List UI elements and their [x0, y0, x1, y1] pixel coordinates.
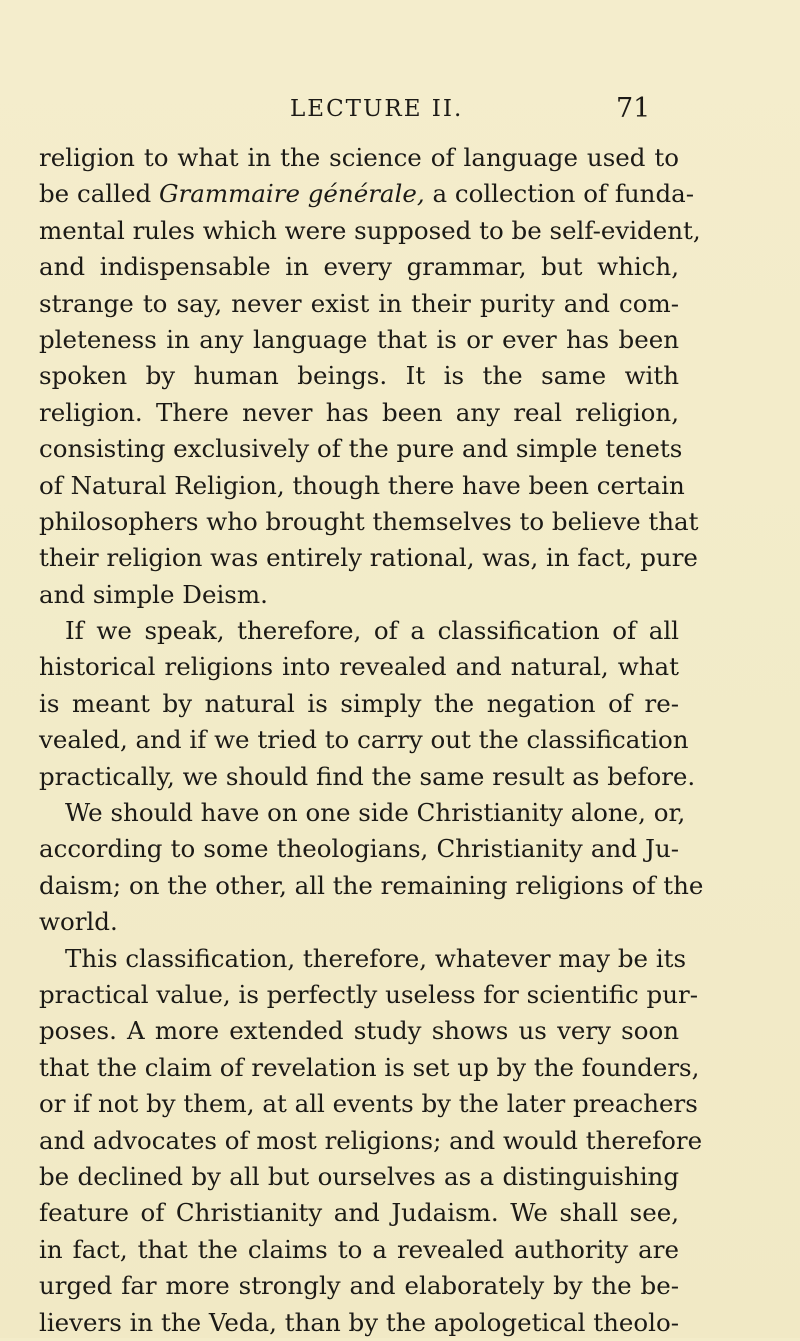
- text-line: This classification, therefore, whatever may be its: [65, 943, 687, 973]
- text-line: historical religions into revealed and natural, what: [39, 652, 679, 682]
- text-line: be declined by all but ourselves as a distinguishing: [39, 1161, 679, 1191]
- text-line: practical value, is perfectly useless for scientific pur-: [39, 979, 699, 1009]
- text-line: in fact, that the claims to a revealed authority are: [39, 1234, 679, 1264]
- italic-term: Grammaire générale,: [158, 179, 425, 209]
- text-line: and simple Deism.: [39, 579, 268, 609]
- text-line: We should have on one side Christianity alone, or,: [65, 798, 686, 828]
- text-line: world.: [39, 907, 118, 937]
- text-line: lievers in the Veda, than by the apologetical theolo-: [39, 1307, 679, 1337]
- page-number: 71: [616, 93, 651, 124]
- text-line: and indispensable in every grammar, but which,: [39, 252, 679, 282]
- text-line: consisting exclusively of the pure and simple tenets: [39, 434, 683, 464]
- text-line: practically, we should find the same result as before.: [39, 761, 696, 791]
- text-line: urged far more strongly and elaborately by the be-: [39, 1271, 679, 1301]
- text-line: of Natural Religion, though there have been certain: [39, 470, 685, 500]
- text-line: and advocates of most religions; and would therefore: [39, 1125, 703, 1155]
- text-line: religion to what in the science of language used to: [39, 143, 679, 172]
- body-text: [39, 140, 704, 1341]
- text-line: religion. There never has been any real religion,: [39, 397, 679, 427]
- text-line: mental rules which were supposed to be self-evident,: [39, 215, 701, 245]
- text-line: spoken by human beings. It is the same with: [39, 361, 679, 391]
- text-line: that the claim of revelation is set up by the founders,: [39, 1052, 700, 1082]
- text-line: poses. A more extended study shows us very soon: [39, 1016, 679, 1046]
- running-head: LECTURE II.: [290, 96, 464, 122]
- text-line: philosophers who brought themselves to believe that: [39, 506, 699, 536]
- text-fragment: a collection of funda-: [432, 179, 695, 209]
- text-line: their religion was entirely rational, was, in fact, pure: [39, 543, 698, 573]
- text-line: If we speak, therefore, of a classification of all: [65, 616, 679, 646]
- text-fragment: be called: [39, 179, 152, 209]
- text-line: vealed, and if we tried to carry out the classification: [39, 725, 689, 755]
- text-line: feature of Christianity and Judaism. We shall see,: [39, 1198, 679, 1228]
- text-line: is meant by natural is simply the negation of re-: [39, 688, 679, 718]
- text-line: [39, 176, 695, 212]
- page-header: [0, 92, 800, 126]
- text-line: daism; on the other, all the remaining religions of the: [39, 870, 704, 900]
- text-line: pleteness in any language that is or ever has been: [39, 324, 679, 354]
- text-line: according to some theologians, Christianity and Ju-: [39, 834, 679, 864]
- text-line: strange to say, never exist in their purity and com-: [39, 288, 679, 318]
- text-line: or if not by them, at all events by the later preachers: [39, 1089, 698, 1119]
